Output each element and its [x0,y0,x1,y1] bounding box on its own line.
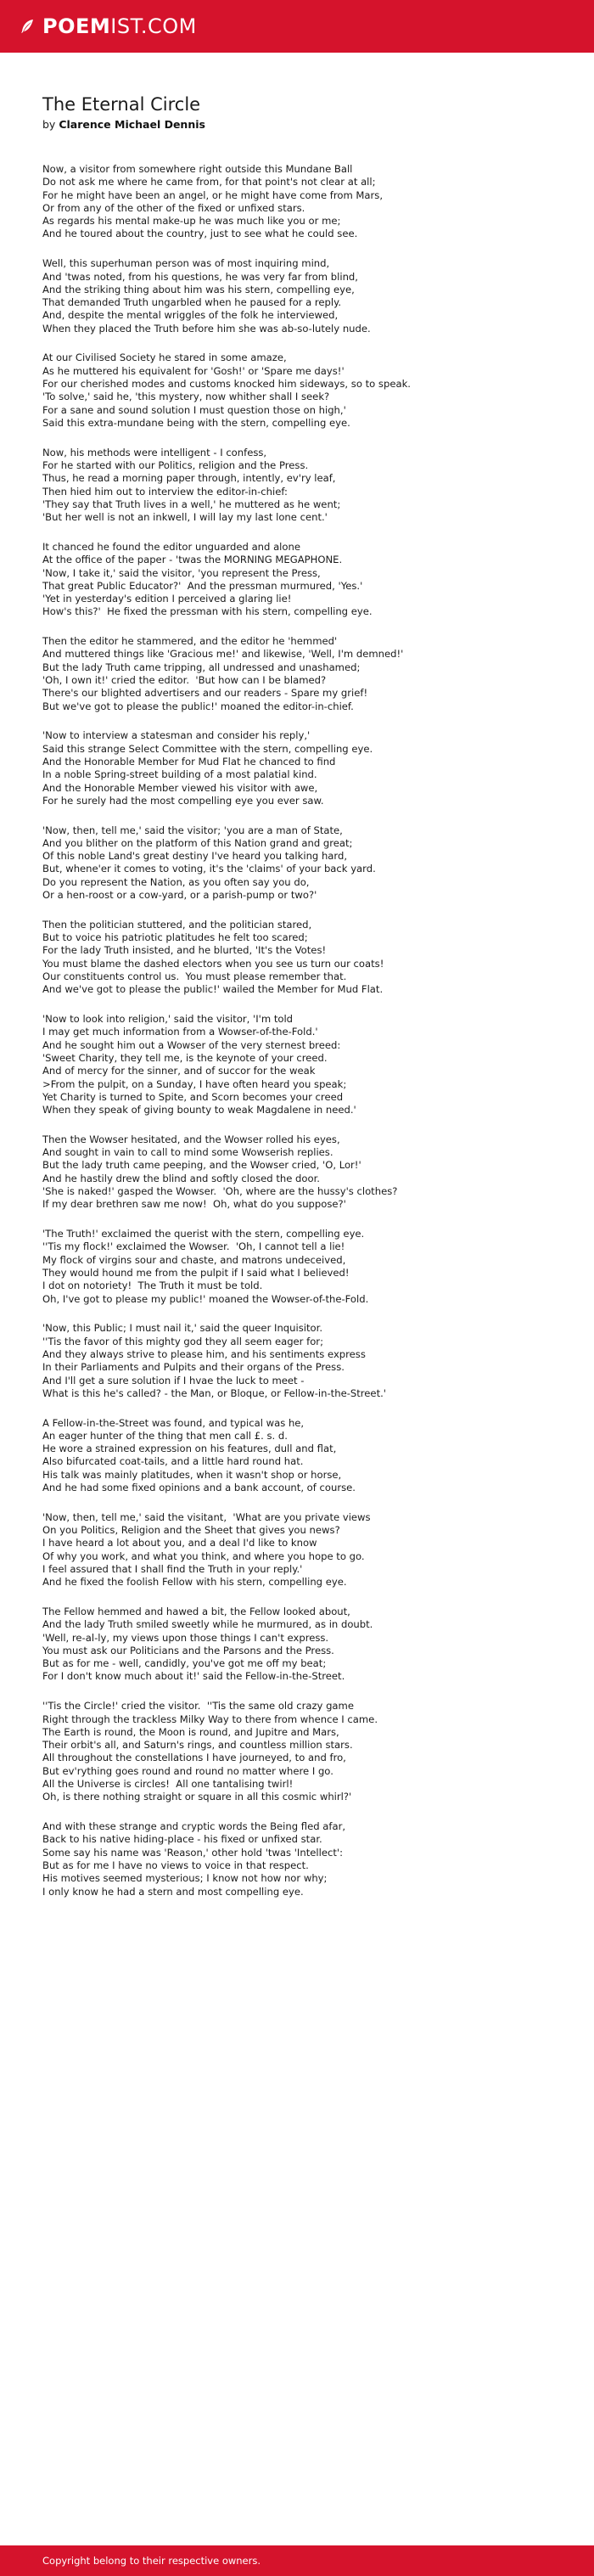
poem-line: But, whene'er it comes to voting, it's the 'claims' of your back yard. [42,863,376,875]
poem-line: As regards his mental make-up he was much like you or me; [42,215,341,228]
stanza [42,824,569,903]
stanza [42,1133,569,1212]
poem-line: And the lady Truth smiled sweetly while he murmured, as in doubt. [42,1618,373,1631]
poem-line: Then the Wowser hesitated, and the Wowser rolled his eyes, [42,1133,340,1145]
poem-line: 'Sweet Charity, they tell me, is the keynote of your creed. [42,1051,328,1064]
poem-line: Do you represent the Nation, as you often say you do, [42,875,310,888]
copyright-notice: Copyright belong to their respective owners. [42,2555,261,2567]
logo-text-bold: POEM [42,14,111,38]
poem-line: >From the pulpit, on a Sunday, I have often heard you speak; [42,1077,347,1090]
poem-line: I only know he had a stern and most compelling eye. [42,1885,304,1898]
poem-line: But the lady Truth came tripping, all undressed and unashamed; [42,661,361,673]
poem-line: As he muttered his equivalent for 'Gosh!' or 'Spare me days!' [42,364,345,377]
poem-line: That great Public Educator?' And the pressman murmured, 'Yes.' [42,579,363,592]
poem-line: That demanded Truth ungarbled when he paused for a reply. [42,296,342,309]
poem-line: ''Tis the Circle!' cried the visitor. ''Tis the same old crazy game [42,1700,354,1713]
poem-line: And the Honorable Member for Mud Flat he chanced to find [42,755,336,768]
poem-line: Also bifurcated coat-tails, and a little hard round hat. [42,1455,304,1468]
poem-line: And he sought him out a Wowser of the very sternest breed: [42,1038,341,1051]
poem-line: You must ask our Politicians and the Parsons and the Press. [42,1644,334,1656]
poem-line: I may get much information from a Wowser-of-the-Fold.' [42,1026,318,1038]
poem-line: For the lady Truth insisted, and he blurted, 'It's the Votes! [42,944,327,957]
poem-line: But we've got to please the public!' moaned the editor-in-chief. [42,700,354,712]
stanza [42,541,569,619]
stanza [42,1322,569,1400]
footer-bar [0,2545,594,2576]
poem-line: And he hastily drew the blind and softly closed the door. [42,1172,320,1184]
poem-line: But ev'rything goes round and round no matter where I go. [42,1764,333,1777]
poem-line: And 'twas noted, from his questions, he was very far from blind, [42,270,358,283]
stanza [42,729,569,807]
stanza [42,1820,569,1898]
poem-line: On you Politics, Religion and the Sheet that gives you news? [42,1524,340,1537]
poem-line: In a noble Spring-street building of a most palatial kind. [42,768,317,781]
poem-line: Then the politician stuttered, and the politician stared, [42,918,312,931]
poem-line: 'Now to look into religion,' said the visitor, 'I'm told [42,1013,294,1026]
poem-line: For he might have been an angel, or he might have come from Mars, [42,188,384,201]
site-logo[interactable] [19,14,197,38]
poem-line: 'To solve,' said he, 'this mystery, now whither shall I seek? [42,391,330,403]
stanza [42,163,569,241]
quill-icon [19,18,36,35]
poem-line: And sought in vain to call to mind some Wowserish replies. [42,1146,333,1159]
poem-line: 'They say that Truth lives in a well,' he muttered as he went; [42,498,341,510]
poem-line: Their orbit's all, and Saturn's rings, and countless million stars. [42,1739,353,1752]
poem-line: And he had some fixed opinions and a bank account, of course. [42,1482,356,1494]
poem-line: Now, a visitor from somewhere right outside this Mundane Ball [42,163,353,175]
poem-line: I dot on notoriety! The Truth it must be told. [42,1280,263,1292]
poem-line: If my dear brethren saw me now! Oh, what do you suppose?' [42,1198,346,1211]
stanza [42,447,569,525]
poem-line: But to voice his patriotic platitudes he felt too scared; [42,931,308,944]
top-banner [0,0,594,53]
poem-line: For he surely had the most compelling eye you ever saw. [42,794,324,807]
poem-line: Or from any of the other of the fixed or unfixed stars. [42,201,305,214]
stanza [42,352,569,430]
poem-line: It chanced he found the editor unguarded and alone [42,540,300,553]
poem-line: Well, this superhuman person was of most inquiring mind, [42,257,330,270]
stanza [42,257,569,335]
poem-line: And the striking thing about him was his stern, compelling eye, [42,283,355,295]
poem-line: Then the editor he stammered, and the editor he 'hemmed' [42,635,338,648]
poem-title: The Eternal Circle [42,94,201,115]
poem-line: 'Now, then, tell me,' said the visitor; 'you are a man of State, [42,824,343,836]
poem-line: And he toured about the country, just to see what he could see. [42,228,358,240]
stanza [42,1228,569,1306]
poem-line: Back to his native hiding-place - his fixed or unfixed star. [42,1833,322,1846]
poem-line: When they placed the Truth before him she was ab-so-lutely nude. [42,322,371,335]
poem-line: What is this he's called? - the Man, or Bloque, or Fellow-in-the-Street.' [42,1386,386,1399]
poem-line: For our cherished modes and customs knocked him sideways, so to speak. [42,378,411,391]
poem-line: You must blame the dashed electors when you see us turn our coats! [42,957,384,970]
poem-line: 'She is naked!' gasped the Wowser. 'Oh, where are the hussy's clothes? [42,1185,398,1198]
poem-line: Then hied him out to interview the editor-in-chief: [42,485,288,498]
poem-line: Right through the trackless Milky Way to there from whence I came. [42,1713,378,1725]
poem-line: Yet Charity is turned to Spite, and Scorn becomes your creed [42,1090,344,1103]
stanza [42,1417,569,1495]
byline-prefix: by [42,118,56,131]
poem-line: 'Well, re-al-ly, my views upon those things I can't express. [42,1631,329,1644]
poem-line: ''Tis my flock!' exclaimed the Wowser. 'Oh, I cannot tell a lie! [42,1240,345,1253]
poem-line: Some say his name was 'Reason,' other hold 'twas 'Intellect': [42,1846,343,1859]
poem-line: Now, his methods were intelligent - I confess, [42,446,267,458]
poem-line: And of mercy for the sinner, and of succor for the weak [42,1065,316,1077]
poem-line: 'Now, I take it,' said the visitor, 'you represent the Press, [42,566,321,579]
poem-body [42,163,569,1898]
poem-line: In their Parliaments and Pulpits and their organs of the Press. [42,1361,345,1374]
poem-line: Said this strange Select Committee with the stern, compelling eye. [42,742,373,755]
poem-line: ''Tis the favor of this mighty god they all seem eager for; [42,1335,323,1347]
poem-line: And the Honorable Member viewed his visitor with awe, [42,781,318,794]
poem-line: 'But her well is not an inkwell, I will lay my last lone cent.' [42,511,328,524]
poem-line: And with these strange and cryptic words the Being fled afar, [42,1820,346,1833]
poem-line: And they always strive to please him, and his sentiments express [42,1347,366,1360]
poem-line: His talk was mainly platitudes, when it wasn't shop or horse, [42,1468,342,1481]
stanza [42,635,569,713]
poem-line: They would hound me from the pulpit if I said what I believed! [42,1266,350,1279]
stanza [42,1700,569,1803]
poem-line: And he fixed the foolish Fellow with his stern, compelling eye. [42,1576,347,1589]
poem-line: 'Now to interview a statesman and consider his reply,' [42,729,311,742]
poem-line: 'The Truth!' exclaimed the querist with the stern, compelling eye. [42,1228,365,1240]
stanza [42,1606,569,1684]
poem-line: I feel assured that I shall find the Truth in your reply.' [42,1562,303,1575]
poem-line: Of this noble Land's great destiny I've heard you talking hard, [42,850,348,863]
poem-line: Our constituents control us. You must please remember that. [42,970,347,982]
poem-line: All the Universe is circles! All one tantalising twirl! [42,1778,294,1790]
poem-line: When they speak of giving bounty to weak Magdalene in need.' [42,1104,356,1116]
poem-line: He wore a strained expression on his features, dull and flat, [42,1443,337,1455]
poem-line: 'Yet in yesterday's edition I perceived a glaring lie! [42,593,292,605]
poem-line: A Fellow-in-the-Street was found, and typical was he, [42,1416,305,1429]
poem-line: An eager hunter of the thing that men call £. s. d. [42,1429,288,1442]
poem-line: My flock of virgins sour and chaste, and matrons undeceived, [42,1253,346,1266]
poem-line: Do not ask me where he came from, for that point's not clear at all; [42,176,376,188]
poem-line: I have heard a lot about you, and a deal I'd like to know [42,1537,317,1550]
logo-text-light: IST.COM [110,14,197,38]
poem-line: His motives seemed mysterious; I know not how nor why; [42,1872,328,1885]
poem-line: And we've got to please the public!' wailed the Member for Mud Flat. [42,983,384,996]
poem-line: How's this?' He fixed the pressman with his stern, compelling eye. [42,605,373,618]
poem-line: Of why you work, and what you think, and where you hope to go. [42,1550,365,1562]
poem-line: And muttered things like 'Gracious me!' and likewise, 'Well, I'm demned!' [42,648,404,661]
poem-line: Thus, he read a morning paper through, intently, ev'ry leaf, [42,472,336,485]
poem-article [42,93,569,1915]
poem-line: For I don't know much about it!' said the Fellow-in-the-Street. [42,1670,345,1683]
poem-line: There's our blighted advertisers and our readers - Spare my grief! [42,687,368,700]
poem-line: The Earth is round, the Moon is round, and Jupitre and Mars, [42,1725,339,1738]
poem-line: But as for me I have no views to voice in that respect. [42,1859,309,1871]
poem-line: And you blither on the platform of this Nation grand and great; [42,836,353,849]
byline [42,117,569,132]
poem-line: But as for me - well, candidly, you've got me off my beat; [42,1657,327,1670]
poem-line: Oh, I've got to please my public!' moaned the Wowser-of-the-Fold. [42,1292,369,1305]
poem-line: The Fellow hemmed and hawed a bit, the Fellow looked about, [42,1606,350,1618]
stanza [42,919,569,997]
poem-line: But the lady truth came peeping, and the Wowser cried, 'O, Lor!' [42,1159,361,1172]
poem-line: For a sane and sound solution I must question those on high,' [42,403,346,416]
stanza [42,1511,569,1589]
poem-line: And, despite the mental wriggles of the folk he interviewed, [42,309,339,322]
poem-line: Oh, is there nothing straight or square in all this cosmic whirl?' [42,1791,352,1803]
poem-line: At the office of the paper - 'twas the MORNING MEGAPHONE. [42,554,343,566]
poem-line: And I'll get a sure solution if I hvae the luck to meet - [42,1374,305,1386]
poem-line: Said this extra-mundane being with the stern, compelling eye. [42,416,350,429]
stanza [42,1013,569,1116]
poem-line: For he started with our Politics, religion and the Press. [42,458,309,471]
poem-line: 'Oh, I own it!' cried the editor. 'But how can I be blamed? [42,674,327,687]
poem-line: 'Now, this Public; I must nail it,' said the queer Inquisitor. [42,1322,323,1335]
poem-line: All throughout the constellations I have journeyed, to and fro, [42,1752,346,1764]
poem-line: 'Now, then, tell me,' said the visitant, 'What are you private views [42,1510,371,1523]
poem-line: At our Civilised Society he stared in some amaze, [42,352,287,364]
poem-line: Or a hen-roost or a cow-yard, or a parish-pump or two?' [42,889,317,902]
author-link[interactable]: Clarence Michael Dennis [59,118,205,131]
